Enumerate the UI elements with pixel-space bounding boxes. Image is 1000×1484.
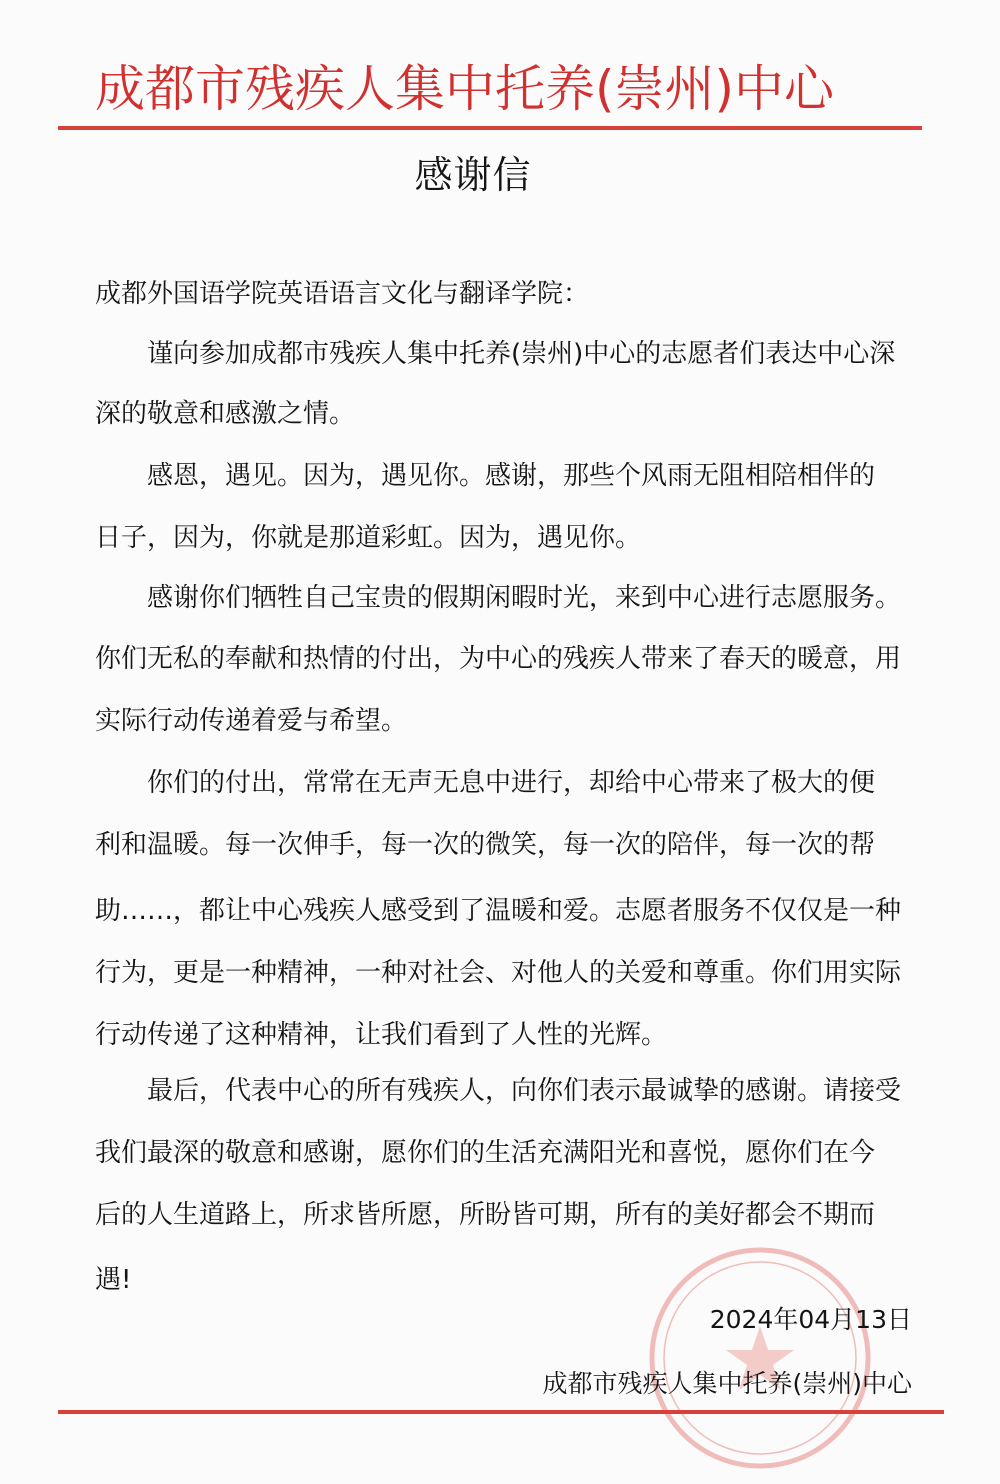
letter-date: 2024年04月13日 — [709, 1305, 912, 1334]
body-line: 感谢你们牺牲自己宝贵的假期闲暇时光，来到中心进行志愿服务。 — [147, 583, 902, 613]
body-line: 后的人生道路上，所求皆所愿，所盼皆可期，所有的美好都会不期而 — [95, 1200, 876, 1230]
body-line: 行动传递了这种精神，让我们看到了人性的光辉。 — [95, 1020, 668, 1050]
body-line: 日子，因为，你就是那道彩虹。因为，遇见你。 — [95, 523, 642, 553]
body-line: 行为，更是一种精神，一种对社会、对他人的关爱和尊重。你们用实际 — [95, 958, 902, 988]
official-seal-stamp — [640, 1238, 880, 1478]
letter-title: 感谢信 — [414, 153, 532, 197]
body-line: 遇! — [95, 1265, 132, 1295]
body-line: 我们最深的敬意和感谢，愿你们的生活充满阳光和喜悦，愿你们在今 — [95, 1138, 876, 1168]
letterhead-org-name: 成都市残疾人集中托养(崇州)中心 — [95, 60, 835, 118]
body-line: 谨向参加成都市残疾人集中托养(崇州)中心的志愿者们表达中心深 — [147, 339, 896, 369]
body-line: 深的敬意和感激之情。 — [95, 399, 356, 429]
body-line: 感恩，遇见。因为，遇见你。感谢，那些个风雨无阻相陪相伴的 — [147, 461, 876, 491]
body-line: 实际行动传递着爱与希望。 — [95, 706, 408, 736]
footer-rule — [58, 1410, 944, 1414]
letterhead-rule — [58, 126, 922, 130]
body-line: 助……，都让中心残疾人感受到了温暖和爱。志愿者服务不仅仅是一种 — [95, 896, 902, 926]
letter-signature: 成都市残疾人集中托养(崇州)中心 — [542, 1369, 912, 1398]
body-line: 你们无私的奉献和热情的付出，为中心的残疾人带来了春天的暖意，用 — [95, 644, 902, 674]
salutation: 成都外国语学院英语语言文化与翻译学院： — [95, 279, 590, 309]
body-line: 利和温暖。每一次伸手，每一次的微笑，每一次的陪伴，每一次的帮 — [95, 830, 876, 860]
body-line: 你们的付出，常常在无声无息中进行，却给中心带来了极大的便 — [147, 768, 876, 798]
body-line: 最后，代表中心的所有残疾人，向你们表示最诚挚的感谢。请接受 — [147, 1076, 902, 1106]
